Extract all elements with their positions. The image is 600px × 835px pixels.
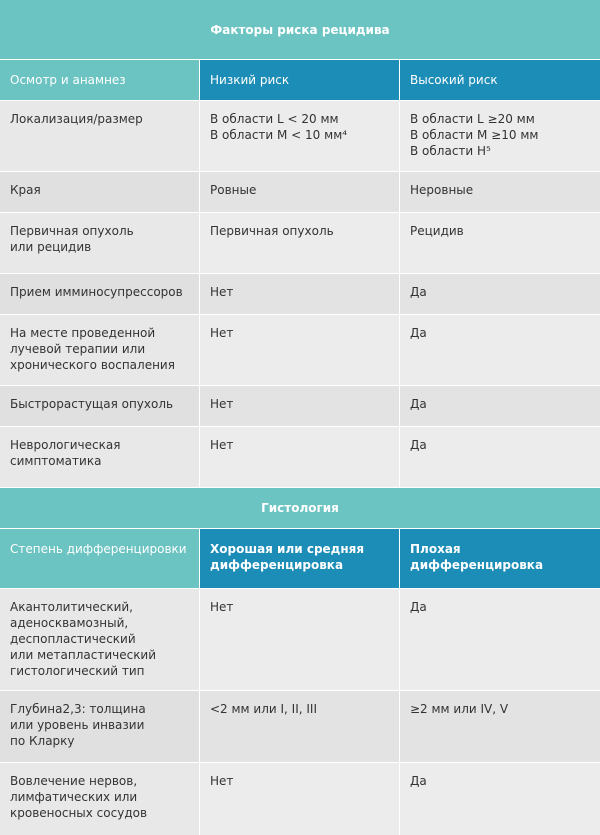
table-row [0, 427, 600, 488]
row-high-risk: Да [400, 589, 600, 690]
row-factor: Края [0, 172, 200, 212]
row-low-risk: Нет [200, 274, 400, 314]
row-low-risk: В области L < 20 мм В области M < 10 мм⁴ [200, 101, 400, 171]
row-high-risk: Да [400, 763, 600, 835]
row-low-risk: Нет [200, 315, 400, 385]
table-row [0, 589, 600, 691]
row-high-risk: Неровные [400, 172, 600, 212]
table-row [0, 763, 600, 835]
table-row [0, 101, 600, 172]
table-row [0, 691, 600, 763]
row-factor: Акантолитический, аденосквамозный, деспопластический или метапластический гистологический тип [0, 589, 200, 690]
table-row [0, 315, 600, 386]
row-high-risk: ≥2 мм или IV, V [400, 691, 600, 762]
row-factor: Глубина2,3: толщина или уровень инвазии по Кларку [0, 691, 200, 762]
section-title-text: Факторы риска рецидива [210, 22, 390, 37]
header-poor-differentiation: Плохая дифференцировка [400, 529, 600, 588]
header-good-differentiation: Хорошая или средняя дифференцировка [200, 529, 400, 588]
row-high-risk: Да [400, 427, 600, 487]
row-factor: Прием имминосупрессоров [0, 274, 200, 314]
row-high-risk: Да [400, 315, 600, 385]
row-high-risk: Да [400, 386, 600, 426]
row-low-risk: Нет [200, 386, 400, 426]
header-differentiation-grade: Степень дифференцировки [0, 529, 200, 588]
row-low-risk: Нет [200, 589, 400, 690]
row-factor: Первичная опухоль или рецидив [0, 213, 200, 273]
table-row [0, 386, 600, 427]
row-factor: Быстрорастущая опухоль [0, 386, 200, 426]
row-high-risk: Да [400, 274, 600, 314]
table-header-row [0, 60, 600, 101]
row-low-risk: Нет [200, 427, 400, 487]
row-factor: Вовлечение нервов, лимфатических или кровеносных сосудов [0, 763, 200, 835]
section-title-histology [0, 488, 600, 529]
row-low-risk: Первичная опухоль [200, 213, 400, 273]
row-factor: Локализация/размер [0, 101, 200, 171]
header-exam-history: Осмотр и анамнез [0, 60, 200, 100]
table-row [0, 172, 600, 213]
section-title-risk-factors [0, 0, 600, 60]
row-factor: Неврологическая симптоматика [0, 427, 200, 487]
header-high-risk: Высокий риск [400, 60, 600, 100]
header-low-risk: Низкий риск [200, 60, 400, 100]
table-row [0, 274, 600, 315]
row-high-risk: В области L ≥20 мм В области M ≥10 мм В области H⁵ [400, 101, 600, 171]
row-low-risk: Ровные [200, 172, 400, 212]
row-low-risk: Нет [200, 763, 400, 835]
table-header-row [0, 529, 600, 589]
section-title-text: Гистология [261, 501, 339, 515]
row-factor: На месте проведенной лучевой терапии или хронического воспаления [0, 315, 200, 385]
row-high-risk: Рецидив [400, 213, 600, 273]
table-row [0, 213, 600, 274]
row-low-risk: <2 мм или I, II, III [200, 691, 400, 762]
